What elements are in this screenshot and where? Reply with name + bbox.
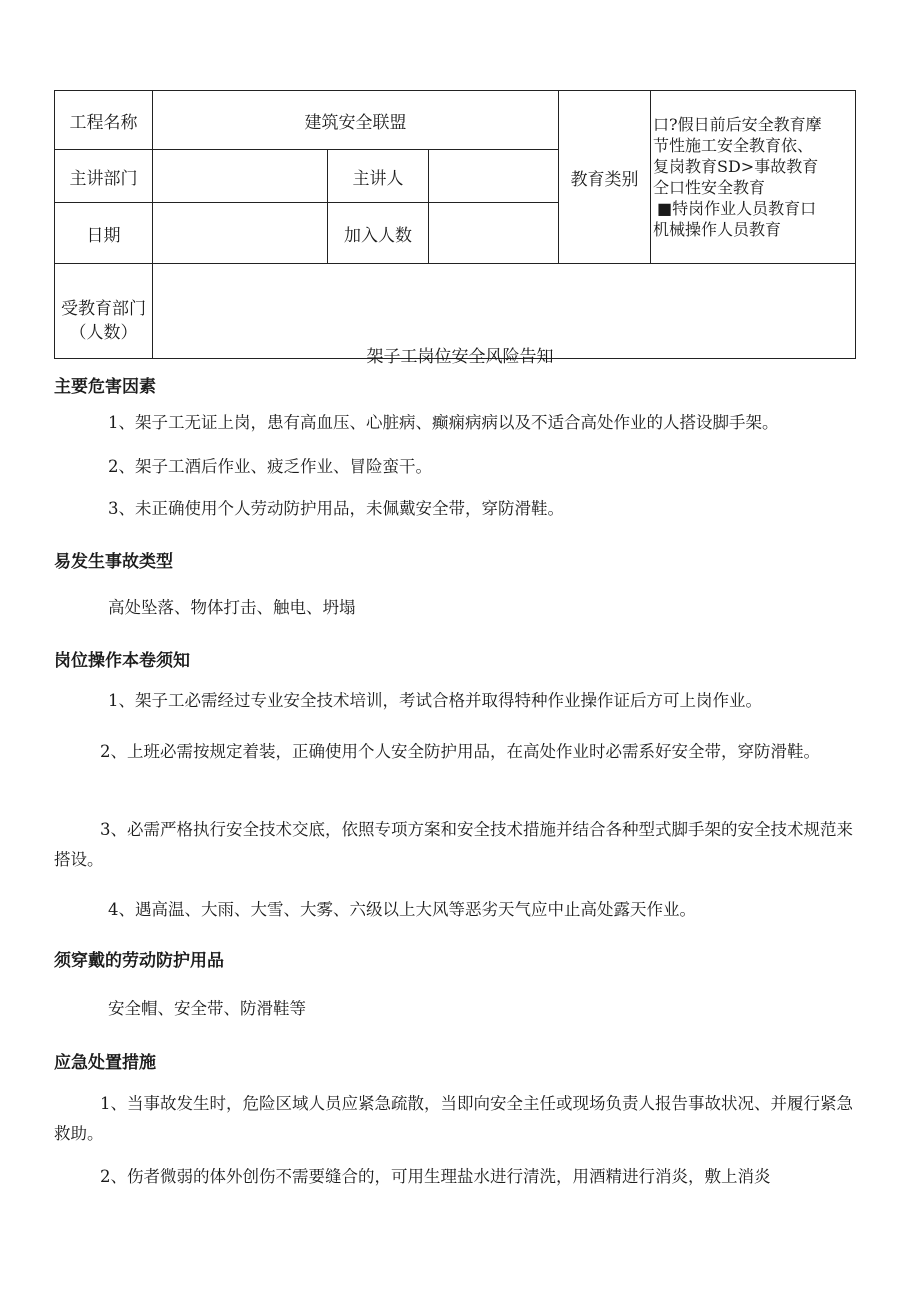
education-record-table: [54, 90, 856, 359]
education-category-label: 教育类别: [559, 91, 651, 264]
category-line: 复岗教育SD>事故教育: [653, 157, 819, 176]
hazards-heading: 主要危害因素: [54, 377, 156, 397]
date-value: [153, 203, 328, 264]
project-name-value: 建筑安全联盟: [153, 91, 559, 150]
lecture-dept-label: 主讲部门: [55, 150, 153, 203]
category-line: 仝口性安全教育: [653, 178, 766, 197]
project-name-label: 工程名称: [55, 91, 153, 150]
ppe-text: 安全帽、安全带、防滑鞋等: [108, 999, 306, 1018]
category-line: 节性施工安全教育依、: [653, 136, 814, 155]
accident-types-text: 高处坠落、物体打击、触电、坍塌: [108, 598, 356, 617]
category-line: ■特岗作业人员教育口: [657, 199, 817, 218]
speaker-label: 主讲人: [328, 150, 429, 203]
trained-dept-label-line: （人数）: [69, 323, 138, 343]
emergency-heading: 应急处置措施: [54, 1053, 156, 1073]
lecture-dept-value: [153, 150, 328, 203]
emergency-item: 2、伤者微弱的体外创伤不需要缝合的，可用生理盐水进行清洗，用酒精进行消炎，敷上消炎: [100, 1167, 771, 1186]
hazard-item: 3、未正确使用个人劳动防护用品，未佩戴安全带，穿防滑鞋。: [108, 499, 564, 518]
hazard-item: 1、架子工无证上岗，患有高血压、心脏病、癫痫病病以及不适合高处作业的人搭设脚手架。: [108, 413, 779, 432]
accident-types-heading: 易发生事故类型: [54, 552, 173, 572]
attendee-count-value: [429, 203, 559, 264]
rule-item: 3、必需严格执行安全技术交底，依照专项方案和安全技术措施并结合各种型式脚手架的安全技术规范来搭设。: [54, 820, 853, 869]
emergency-item: 1、当事故发生时，危险区域人员应紧急疏散，当即向安全主任或现场负责人报告事故状况、并履行紧急救助。: [54, 1094, 853, 1143]
trained-dept-label-line: 受教育部门: [61, 299, 146, 319]
attendee-count-label: 加入人数: [328, 203, 429, 264]
date-label: 日期: [55, 203, 153, 264]
ppe-heading: 须穿戴的劳动防护用品: [54, 951, 224, 971]
speaker-value: [429, 150, 559, 203]
operation-rules-heading: 岗位操作本卷须知: [54, 651, 190, 671]
rule-item: 4、遇高温、大雨、大雪、大雾、六级以上大风等恶劣天气应中止高处露天作业。: [108, 900, 696, 919]
category-line: 机械操作人员教育: [653, 220, 782, 239]
hazard-item: 2、架子工酒后作业、疲乏作业、冒险蛮干。: [108, 457, 432, 476]
education-category-options: [651, 91, 856, 264]
rule-item: 2、上班必需按规定着装，正确使用个人安全防护用品，在高处作业时必需系好安全带，穿防滑鞋。: [100, 742, 820, 761]
rule-item: 1、架子工必需经过专业安全技术培训，考试合格并取得特种作业操作证后方可上岗作业。: [108, 691, 762, 710]
notice-title: 架子工岗位安全风险告知: [366, 347, 554, 367]
category-line: 口?假日前后安全教育摩: [653, 115, 822, 134]
